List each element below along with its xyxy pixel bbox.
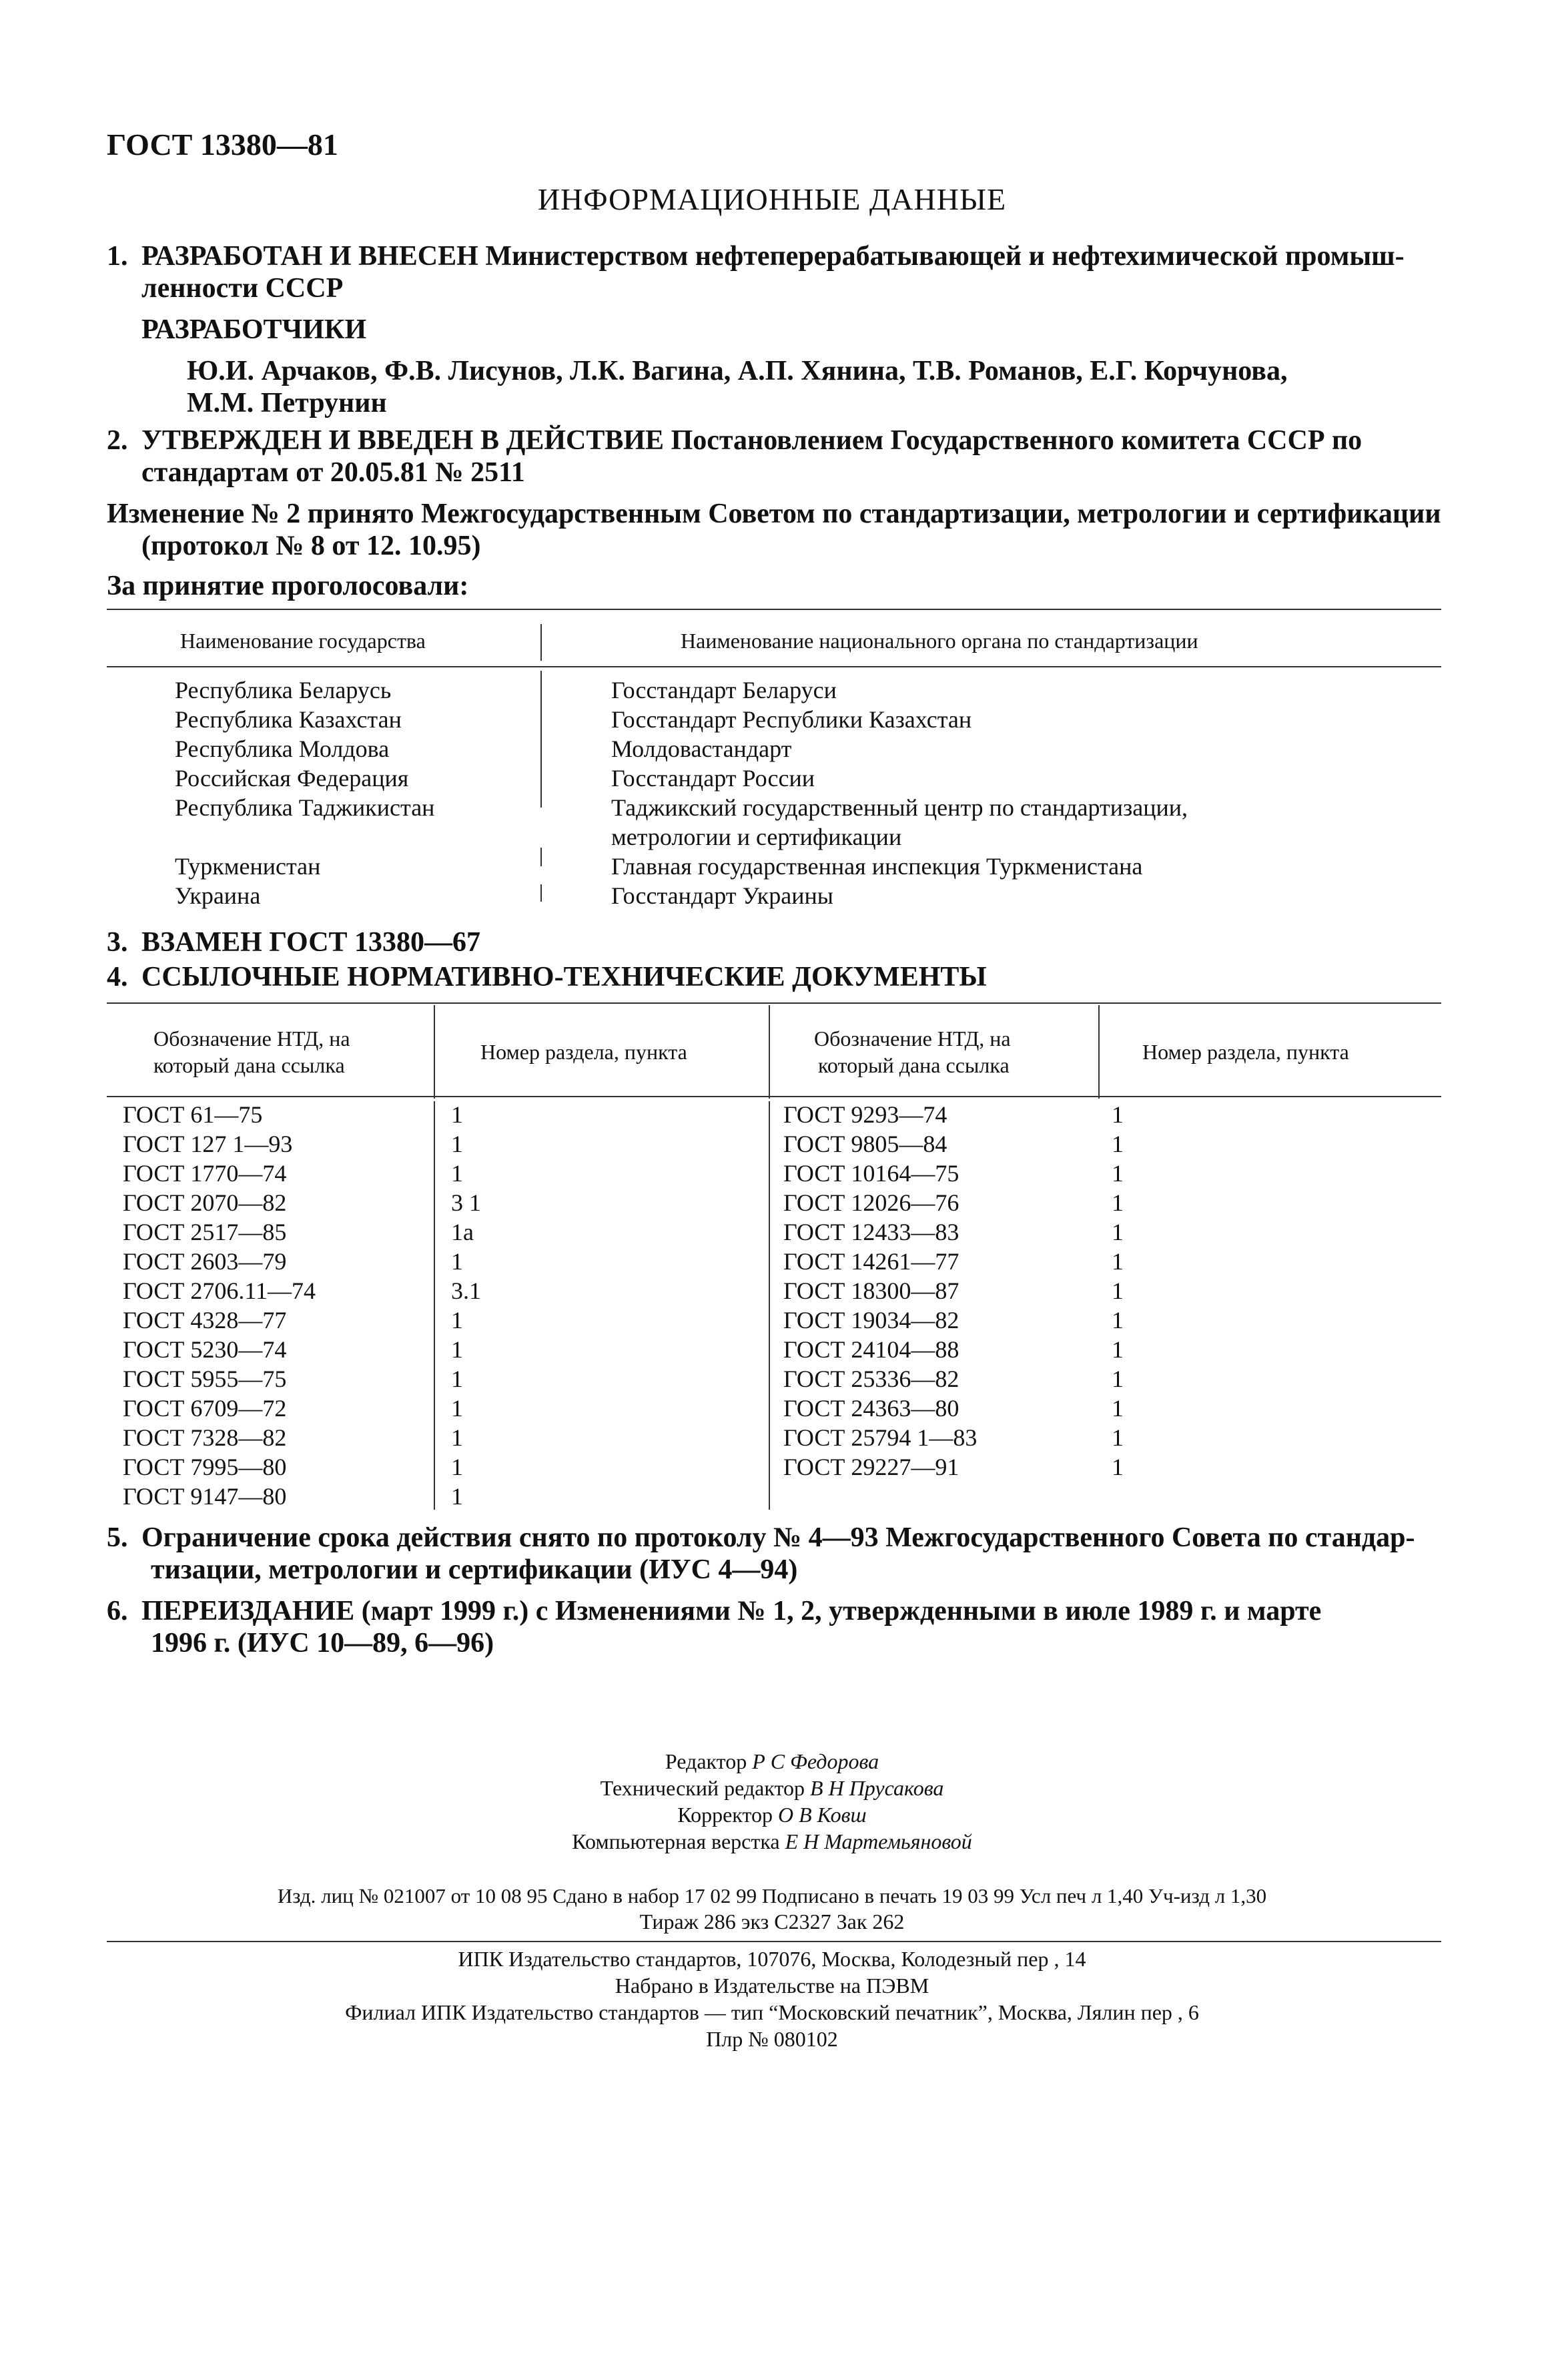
ref-section: 1 xyxy=(451,1395,463,1422)
ref-section-header: Номер раздела, пункта xyxy=(1142,1040,1349,1064)
standards-body: Молдовастандарт xyxy=(611,735,792,762)
ref-doc: ГОСТ 9293—74 xyxy=(783,1101,947,1128)
credit-label: Корректор xyxy=(677,1803,773,1827)
footer-rule xyxy=(107,1941,1441,1942)
developers-list-cont: М.М. Петрунин xyxy=(187,388,387,418)
ref-section: 1 xyxy=(451,1454,463,1480)
ref-section: 1 xyxy=(451,1483,463,1510)
ref-section: 1 xyxy=(1112,1101,1124,1128)
item-6-text-cont: 1996 г. (ИУС 10—89, 6—96) xyxy=(151,1628,494,1659)
item-1-text: Министерством нефтеперерабатывающей и нефтехимической промыш- xyxy=(485,241,1405,272)
developers-label: РАЗРАБОТЧИКИ xyxy=(141,314,367,345)
ref-doc: ГОСТ 1770—74 xyxy=(123,1160,287,1187)
ref-doc-header-cont: который дана ссылка xyxy=(153,1053,345,1077)
credit-editor xyxy=(0,1749,1544,1774)
ref-doc: ГОСТ 9147—80 xyxy=(123,1483,287,1510)
amendment-note xyxy=(107,498,1441,602)
standards-body: Госстандарт Республики Казахстан xyxy=(611,706,972,733)
table-rule xyxy=(107,666,1441,667)
ref-doc-header: Обозначение НТД, на xyxy=(814,1026,1011,1051)
ref-doc: ГОСТ 29227—91 xyxy=(783,1454,959,1480)
standards-body: Госстандарт Беларуси xyxy=(611,677,837,703)
ref-section: 1 xyxy=(451,1424,463,1451)
state-name: Туркменистан xyxy=(175,853,321,880)
credit-name: О В Ковш xyxy=(777,1803,867,1827)
item-number: 6. xyxy=(107,1596,128,1626)
ref-section: 1 xyxy=(451,1307,463,1333)
ref-doc: ГОСТ 25794 1—83 xyxy=(783,1424,978,1451)
amendment-line-cont: (протокол № 8 от 12. 10.95) xyxy=(141,531,481,561)
ref-section: 1 xyxy=(1112,1336,1124,1363)
item-2-text-cont: стандартам от 20.05.81 № 2511 xyxy=(141,457,525,488)
state-name: Украина xyxy=(175,882,261,909)
ref-section: 1 xyxy=(451,1131,463,1157)
developers-list: Ю.И. Арчаков, Ф.В. Лисунов, Л.К. Вагина, А.П. Хянина, Т.В. Романов, Е.Г. Корчунова, xyxy=(187,356,1288,386)
standards-body: Главная государственная инспекция Туркменистана xyxy=(611,853,1143,880)
table-divider xyxy=(540,671,542,808)
ref-doc: ГОСТ 12433—83 xyxy=(783,1219,959,1245)
credit-tech-editor xyxy=(0,1775,1544,1801)
ref-doc: ГОСТ 4328—77 xyxy=(123,1307,287,1333)
item-5-text: Ограничение срока действия снято по протоколу № 4—93 Межгосударственного Совета по стандар- xyxy=(141,1522,1415,1553)
table-rule xyxy=(107,1002,1441,1004)
item-number: 5. xyxy=(107,1522,128,1553)
item-3 xyxy=(107,926,480,958)
ref-section: 1 xyxy=(1112,1395,1124,1422)
ref-doc: ГОСТ 7328—82 xyxy=(123,1424,287,1451)
table-divider xyxy=(540,624,542,661)
item-5 xyxy=(107,1522,1441,1586)
credit-label: Технический редактор xyxy=(600,1776,805,1800)
ref-doc: ГОСТ 18300—87 xyxy=(783,1277,959,1304)
item-4 xyxy=(107,961,987,993)
ref-section: 1 xyxy=(451,1248,463,1275)
credit-layout xyxy=(0,1829,1544,1854)
ref-section-header: Номер раздела, пункта xyxy=(480,1040,687,1064)
bodies-col-header: Наименование национального органа по стандартизации xyxy=(681,629,1198,653)
ref-section: 1 xyxy=(451,1101,463,1128)
item-1 xyxy=(107,240,1441,419)
ref-doc: ГОСТ 2070—82 xyxy=(123,1189,287,1216)
standards-body: Госстандарт Украины xyxy=(611,882,833,909)
ref-doc: ГОСТ 5955—75 xyxy=(123,1366,287,1392)
state-name: Российская Федерация xyxy=(175,765,409,792)
item-3-text: ВЗАМЕН ГОСТ 13380—67 xyxy=(141,927,481,958)
item-2-text: Постановлением Государственного комитета СССР по xyxy=(671,425,1363,456)
ref-doc: ГОСТ 24363—80 xyxy=(783,1395,959,1422)
ref-doc: ГОСТ 12026—76 xyxy=(783,1189,959,1216)
ref-section: 1 xyxy=(1112,1277,1124,1304)
credit-label: Компьютерная верстка xyxy=(572,1829,780,1853)
imprint-line: Изд. лиц № 021007 от 10 08 95 Сдано в набор 17 02 99 Подписано в печать 19 03 99 Усл печ л 1,40 Уч-изд л 1,30 xyxy=(277,1884,1267,1907)
item-number: 1. xyxy=(107,241,128,272)
state-name: Республика Казахстан xyxy=(175,706,402,733)
item-number: 3. xyxy=(107,927,128,958)
credit-corrector xyxy=(0,1802,1544,1827)
table-divider xyxy=(434,1005,435,1099)
ref-section: 1 xyxy=(1112,1248,1124,1275)
table-rule xyxy=(107,1096,1441,1097)
ref-section: 3 1 xyxy=(451,1189,481,1216)
publisher-typesetting: Набрано в Издательстве на ПЭВМ xyxy=(615,1974,929,1998)
table-divider xyxy=(540,884,542,902)
credit-name: Е Н Мартемьяновой xyxy=(785,1829,972,1853)
item-5-text-cont: тизации, метрологии и сертификации (ИУС 4—94) xyxy=(151,1554,798,1585)
credit-name: Р С Федорова xyxy=(752,1749,879,1773)
ref-doc: ГОСТ 61—75 xyxy=(123,1101,263,1128)
states-col-header: Наименование государства xyxy=(180,629,426,653)
ref-doc: ГОСТ 127 1—93 xyxy=(123,1131,293,1157)
ref-section: 1 xyxy=(1112,1366,1124,1392)
ref-doc: ГОСТ 24104—88 xyxy=(783,1336,959,1363)
ref-doc: ГОСТ 7995—80 xyxy=(123,1454,287,1480)
ref-section: 1 xyxy=(451,1160,463,1187)
credit-label: Редактор xyxy=(665,1749,747,1773)
table-divider xyxy=(1098,1005,1100,1099)
ref-doc: ГОСТ 6709—72 xyxy=(123,1395,287,1422)
item-4-text: ССЫЛОЧНЫЕ НОРМАТИВНО-ТЕХНИЧЕСКИЕ ДОКУМЕНТЫ xyxy=(141,962,987,992)
ref-section: 1 xyxy=(451,1366,463,1392)
ref-section: 1 xyxy=(1112,1454,1124,1480)
state-name: Республика Молдова xyxy=(175,735,390,762)
table-rule xyxy=(107,609,1441,610)
ref-doc: ГОСТ 14261—77 xyxy=(783,1248,959,1275)
publisher-branch: Филиал ИПК Издательство стандартов — тип “Московский печатник”, Москва, Лялин пер , 6 xyxy=(345,2000,1199,2024)
ref-section: 3.1 xyxy=(451,1277,481,1304)
state-name: Республика Таджикистан xyxy=(175,794,435,821)
ref-section: 1 xyxy=(1112,1189,1124,1216)
amendment-line: Изменение № 2 принято Межгосударственным Советом по стандартизации, метрологии и сертификации xyxy=(107,499,1441,529)
item-6 xyxy=(107,1595,1441,1659)
ref-doc: ГОСТ 2517—85 xyxy=(123,1219,287,1245)
ref-doc: ГОСТ 9805—84 xyxy=(783,1131,947,1157)
ref-doc-header: Обозначение НТД, на xyxy=(153,1026,350,1051)
ref-section: 1 xyxy=(1112,1131,1124,1157)
item-6-text: ПЕРЕИЗДАНИЕ (март 1999 г.) с Изменениями № 1, 2, утвержденными в июле 1989 г. и марте xyxy=(141,1596,1322,1626)
section-title: ИНФОРМАЦИОННЫЕ ДАННЫЕ xyxy=(537,182,1007,216)
item-number: 2. xyxy=(107,425,128,456)
publisher-address: ИПК Издательство стандартов, 107076, Москва, Колодезный пер , 14 xyxy=(458,1947,1086,1971)
table-divider xyxy=(540,848,542,866)
credit-name: В Н Прусакова xyxy=(810,1776,944,1800)
state-name: Республика Беларусь xyxy=(175,677,392,703)
table-divider xyxy=(434,1101,435,1510)
item-2 xyxy=(107,424,1441,489)
ref-doc: ГОСТ 2706.11—74 xyxy=(123,1277,316,1304)
document-code: ГОСТ 13380—81 xyxy=(107,127,338,162)
ref-section: 1 xyxy=(1112,1424,1124,1451)
ref-doc-header-cont: который дана ссылка xyxy=(818,1053,1010,1077)
ref-doc: ГОСТ 5230—74 xyxy=(123,1336,287,1363)
table-divider xyxy=(769,1005,770,1099)
standards-body-cont: метрологии и сертификации xyxy=(611,824,902,850)
item-1-text-cont: ленности СССР xyxy=(141,273,344,304)
publisher-license: Плр № 080102 xyxy=(706,2027,838,2051)
voted-label: За принятие проголосовали: xyxy=(107,571,469,601)
ref-section: 1 xyxy=(1112,1160,1124,1187)
ref-section: 1 xyxy=(1112,1219,1124,1245)
item-2-lead: УТВЕРЖДЕН И ВВЕДЕН В ДЕЙСТВИЕ xyxy=(141,425,665,456)
imprint-line-cont: Тираж 286 экз С2327 Зак 262 xyxy=(639,1909,905,1933)
item-1-lead: РАЗРАБОТАН И ВНЕСЕН xyxy=(141,241,478,272)
ref-section: 1 xyxy=(451,1336,463,1363)
item-number: 4. xyxy=(107,962,128,992)
ref-section: 1 xyxy=(1112,1307,1124,1333)
ref-doc: ГОСТ 10164—75 xyxy=(783,1160,959,1187)
standards-body: Госстандарт России xyxy=(611,765,815,792)
ref-doc: ГОСТ 25336—82 xyxy=(783,1366,959,1392)
standards-body: Таджикский государственный центр по стандартизации, xyxy=(611,794,1188,821)
ref-section: 1а xyxy=(451,1219,474,1245)
ref-doc: ГОСТ 2603—79 xyxy=(123,1248,287,1275)
ref-doc: ГОСТ 19034—82 xyxy=(783,1307,959,1333)
table-divider xyxy=(769,1101,770,1510)
